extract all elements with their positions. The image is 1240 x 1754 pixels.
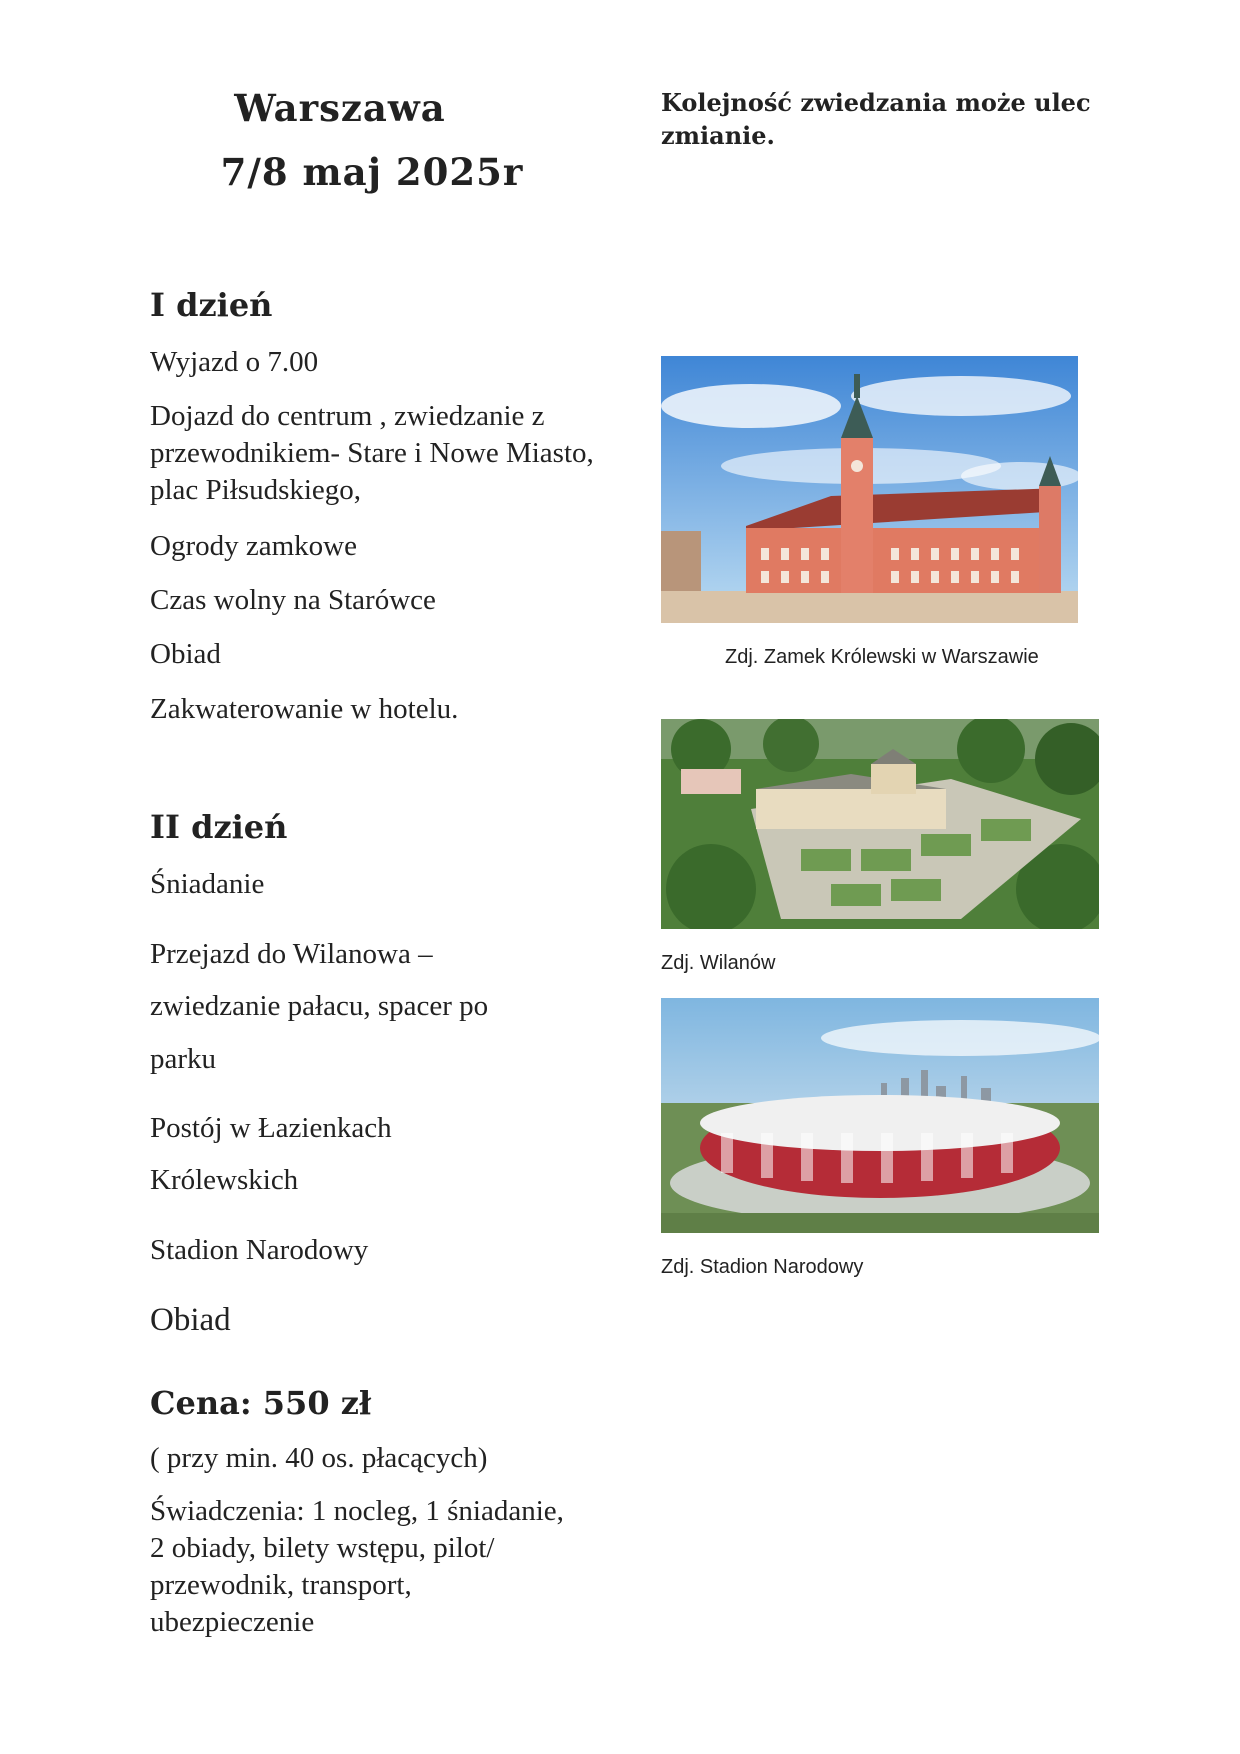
date-title: 7/8 maj 2025r: [220, 150, 524, 194]
city-title: Warszawa: [234, 86, 446, 130]
benefits: Świadczenia: 1 nocleg, 1 śniadanie, 2 obiady, bilety wstępu, pilot/ przewodnik, transport, ubezpieczenie: [150, 1495, 564, 1638]
day2-heading: II dzień: [150, 808, 288, 846]
day2-item: Śniadanie: [150, 868, 265, 900]
day2-item: Stadion Narodowy: [150, 1234, 369, 1266]
castle-photo: [661, 356, 1078, 623]
day2-item: Królewskich: [150, 1164, 299, 1196]
stadium-caption: Zdj. Stadion Narodowy: [661, 1256, 864, 1278]
day1-item: Czas wolny na Starówce: [150, 584, 436, 616]
day2-item: Przejazd do Wilanowa –: [150, 938, 433, 970]
day1-item: Ogrody zamkowe: [150, 530, 357, 562]
day1-heading: I dzień: [150, 286, 273, 324]
day1-item: Wyjazd o 7.00: [150, 346, 319, 378]
day1-item: Dojazd do centrum , zwiedzanie z przewodnikiem- Stare i Nowe Miasto, plac Piłsudskiego,: [150, 400, 594, 506]
day2-item: Postój w Łazienkach: [150, 1112, 392, 1144]
order-note: Kolejność zwiedzania może ulec zmianie.: [661, 88, 1091, 150]
day2-item: Obiad: [150, 1302, 231, 1338]
day1-item: Obiad: [150, 638, 221, 670]
price-condition: ( przy min. 40 os. płacących): [150, 1442, 488, 1474]
palace-caption: Zdj. Wilanów: [661, 952, 776, 974]
day2-item: parku: [150, 1043, 217, 1075]
day2-item: zwiedzanie pałacu, spacer po: [150, 990, 489, 1022]
palace-photo: [661, 719, 1099, 929]
day1-item: Zakwaterowanie w hotelu.: [150, 693, 459, 725]
castle-caption: Zdj. Zamek Królewski w Warszawie: [725, 646, 1039, 668]
stadium-photo: [661, 998, 1099, 1233]
price: Cena: 550 zł: [150, 1384, 372, 1422]
